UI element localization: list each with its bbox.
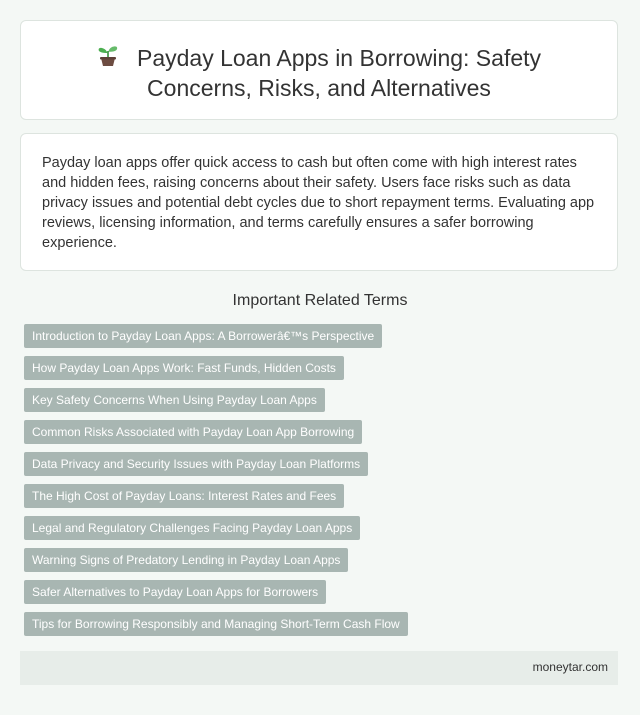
intro-paragraph: Payday loan apps offer quick access to cash but often come with high interest rates and hidden fees, raising concerns about their safety. Users face risks such as data privacy issues and potential debt cycles due to short repayment terms. Evaluating app reviews, licensing information, and terms carefully ensures a safer borrowing experience. [42, 155, 595, 251]
term-tag[interactable]: Key Safety Concerns When Using Payday Loan Apps [24, 388, 325, 412]
footer [20, 651, 618, 685]
term-tag[interactable]: The High Cost of Payday Loans: Interest Rates and Fees [24, 484, 344, 508]
title-line-2: Concerns, Risks, and Alternatives [147, 75, 491, 101]
term-tag[interactable]: How Payday Loan Apps Work: Fast Funds, Hidden Costs [24, 356, 344, 380]
sprout-icon [97, 43, 119, 74]
term-tag[interactable]: Common Risks Associated with Payday Loan App Borrowing [24, 420, 362, 444]
term-tag[interactable]: Safer Alternatives to Payday Loan Apps for Borrowers [24, 580, 326, 604]
term-tag[interactable]: Introduction to Payday Loan Apps: A Borrowerâ€™s Perspective [24, 324, 382, 348]
term-tag[interactable]: Data Privacy and Security Issues with Payday Loan Platforms [24, 452, 368, 476]
term-tag[interactable]: Tips for Borrowing Responsibly and Managing Short-Term Cash Flow [24, 612, 408, 636]
related-terms-heading: Important Related Terms [232, 292, 408, 309]
footer-brand[interactable]: moneytar.com [532, 660, 608, 674]
related-terms-list [24, 324, 408, 644]
title-line-1: Payday Loan Apps in Borrowing: Safety [136, 45, 542, 71]
title-card [20, 20, 618, 120]
term-tag[interactable]: Warning Signs of Predatory Lending in Payday Loan Apps [24, 548, 348, 572]
term-tag[interactable]: Legal and Regulatory Challenges Facing Payday Loan Apps [24, 516, 360, 540]
page-title [21, 43, 617, 103]
intro-card [20, 133, 618, 271]
